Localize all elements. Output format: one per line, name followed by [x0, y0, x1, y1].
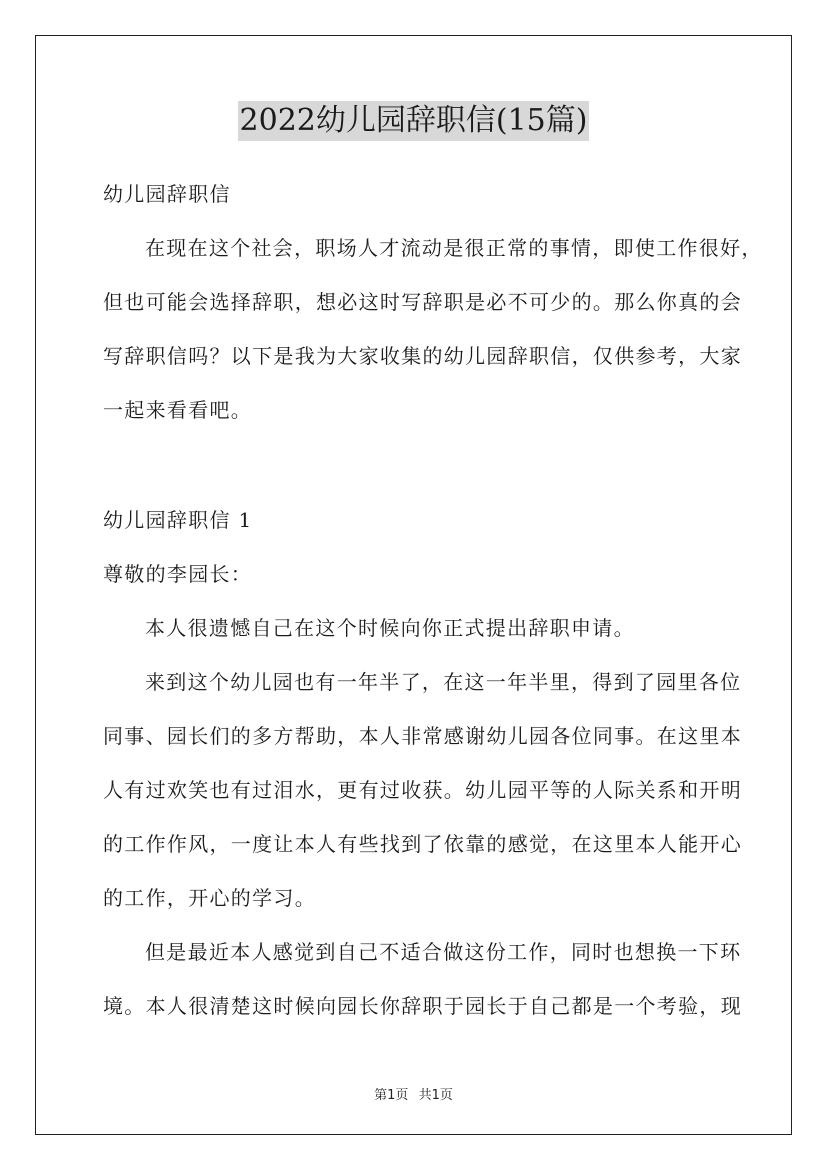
paragraph-line: 人有过欢笑也有过泪水，更有过收获。幼儿园平等的人际关系和开明	[103, 778, 742, 802]
title-container	[0, 101, 827, 141]
paragraph-line: 的工作，开心的学习。	[103, 886, 316, 910]
intro-line: 在现在这个社会，职场人才流动是很正常的事情，即使工作很好，	[145, 236, 763, 260]
page-footer	[0, 1084, 827, 1103]
paragraph-line: 境。本人很清楚这时候向园长你辞职于园长于自己都是一个考验，现	[103, 994, 742, 1018]
intro-line: 一起来看看吧。	[103, 398, 253, 422]
section-heading: 幼儿园辞职信	[103, 182, 231, 206]
intro-line: 写辞职信吗？以下是我为大家收集的幼儿园辞职信，仅供参考，大家	[103, 344, 742, 368]
page-total: 共1页	[418, 1088, 453, 1103]
intro-line: 但也可能会选择辞职，想必这时写辞职是必不可少的。那么你真的会	[103, 290, 742, 314]
paragraph-line: 同事、园长们的多方帮助，本人非常感谢幼儿园各位同事。在这里本	[103, 724, 742, 748]
salutation: 尊敬的李园长：	[103, 562, 253, 586]
paragraph-line: 的工作作风，一度让本人有些找到了依靠的感觉，在这里本人能开心	[103, 832, 742, 856]
paragraph-line: 但是最近本人感觉到自己不适合做这份工作，同时也想换一下环	[145, 940, 742, 964]
page-number: 第1页	[374, 1088, 409, 1103]
document-title: 2022幼儿园辞职信(15篇)	[238, 101, 590, 141]
paragraph-line: 来到这个幼儿园也有一年半了，在这一年半里，得到了园里各位	[145, 670, 742, 694]
paragraph-line: 本人很遗憾自己在这个时候向你正式提出辞职申请。	[145, 616, 635, 640]
letter-heading: 幼儿园辞职信 1	[103, 508, 253, 532]
